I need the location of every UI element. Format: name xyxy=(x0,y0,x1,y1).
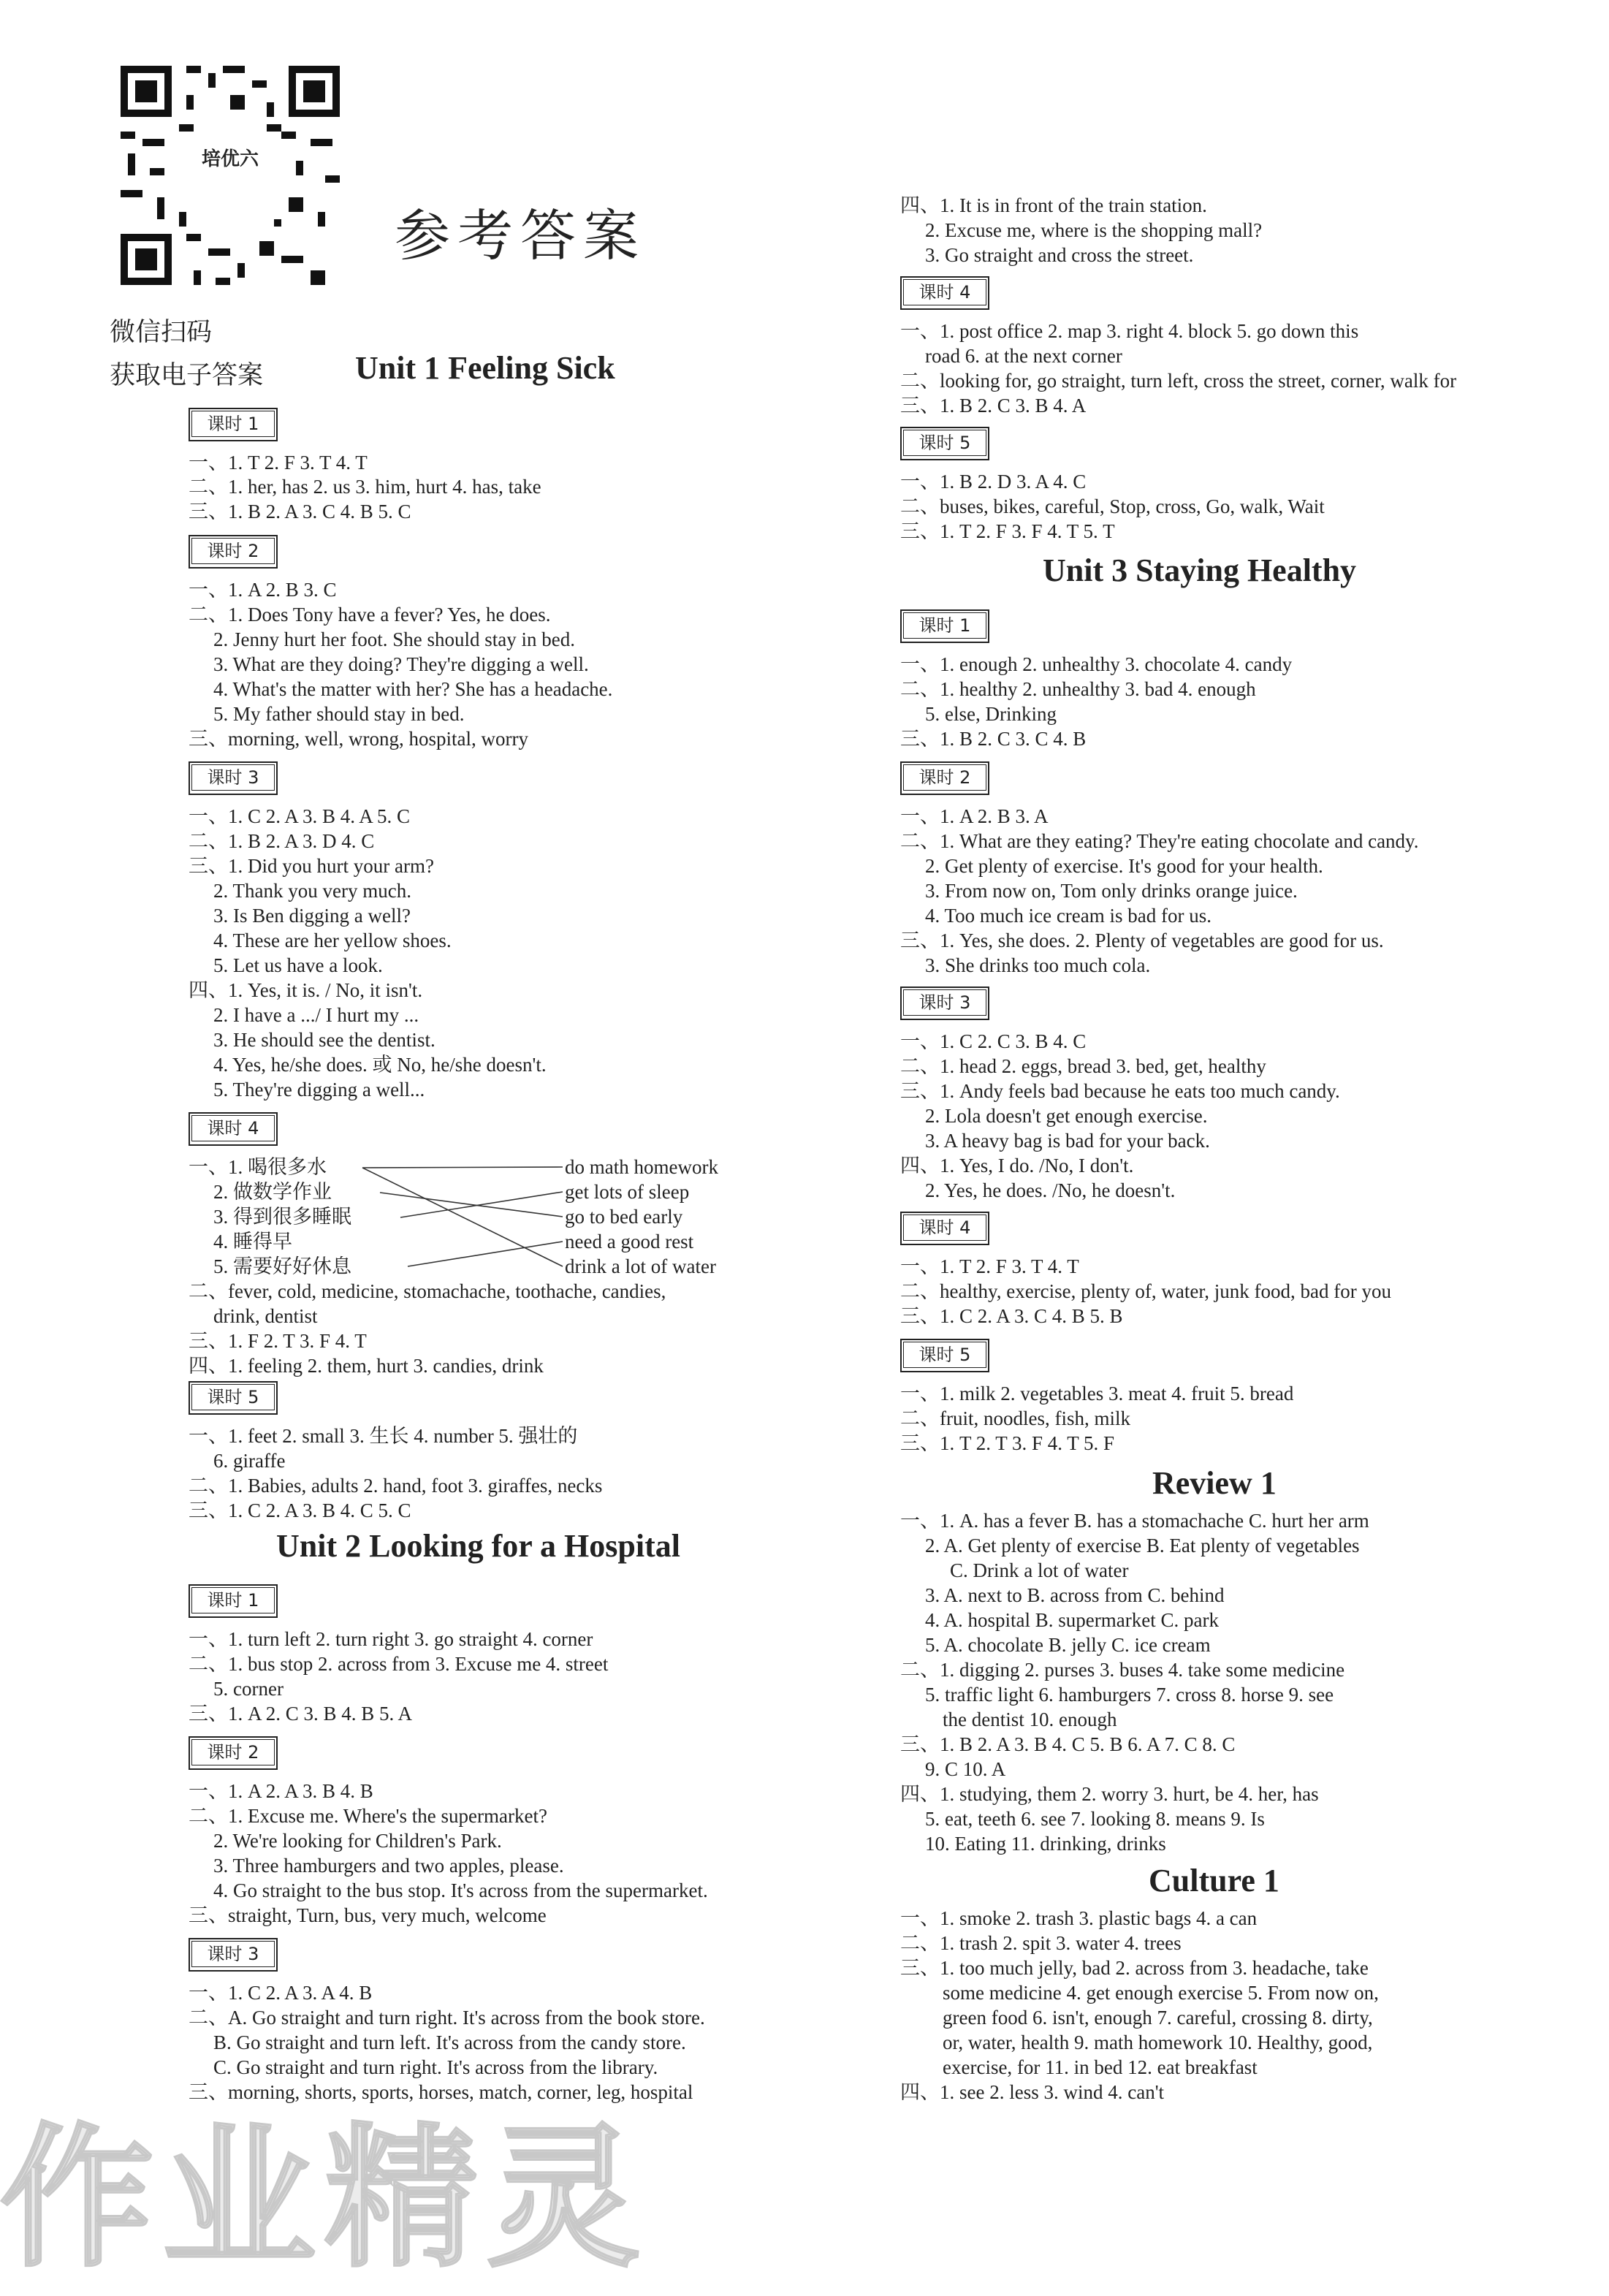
answer-line: 一、1. C 2. C 3. B 4. C xyxy=(900,1030,1087,1052)
answer-line: C. Go straight and turn right. It's across from the library. xyxy=(213,2056,658,2078)
lesson-tag: 课时 1 xyxy=(189,408,278,441)
answer-line: 二、1. head 2. eggs, bread 3. bed, get, healthy xyxy=(900,1055,1266,1077)
answer-line: 二、buses, bikes, careful, Stop, cross, Go, walk, Wait xyxy=(900,495,1325,517)
lesson-tag: 课时 5 xyxy=(900,427,989,460)
lesson-tag: 课时 3 xyxy=(189,761,278,795)
answer-line: 一、1. A 2. B 3. A xyxy=(900,805,1049,827)
answer-line: 一、1. milk 2. vegetables 3. meat 4. fruit 5. bread xyxy=(900,1383,1294,1404)
unit-3-heading: Unit 3 Staying Healthy xyxy=(1043,552,1357,588)
answer-line: 4. These are her yellow shoes. xyxy=(213,930,452,951)
answer-line: 二、1. trash 2. spit 3. water 4. trees xyxy=(900,1932,1182,1954)
answer-line: 三、1. T 2. T 3. F 4. T 5. F xyxy=(900,1432,1115,1454)
lesson-tag: 课时 3 xyxy=(189,1938,278,1972)
answer-line: 二、1. B 2. A 3. D 4. C xyxy=(189,830,375,852)
answer-line: 四、1. Yes, it is. / No, it isn't. xyxy=(189,979,423,1001)
answer-line: 二、1. Does Tony have a fever? Yes, he does. xyxy=(189,604,551,626)
match-left: 2. 做数学作业 xyxy=(213,1181,332,1203)
answer-line: the dentist 10. enough xyxy=(943,1708,1117,1730)
answer-line: 三、1. Andy feels bad because he eats too much candy. xyxy=(900,1080,1340,1102)
scan-caption-1: 微信扫码 xyxy=(110,318,213,347)
answer-line: 3. A heavy bag is bad for your back. xyxy=(925,1130,1210,1152)
answer-line: 三、1. B 2. A 3. C 4. B 5. C xyxy=(189,501,411,522)
answer-line: 一、1. T 2. F 3. T 4. T xyxy=(189,452,368,474)
answer-line: 5. Let us have a look. xyxy=(213,954,383,976)
answer-line: 三、1. B 2. C 3. B 4. A xyxy=(900,395,1087,417)
lesson-tag: 课时 5 xyxy=(189,1381,278,1415)
answer-line: 6. giraffe xyxy=(213,1450,286,1472)
answer-line: 二、1. bus stop 2. across from 3. Excuse me 4. street xyxy=(189,1653,609,1675)
answer-line: 三、morning, well, wrong, hospital, worry xyxy=(189,728,528,750)
answer-line: 一、1. enough 2. unhealthy 3. chocolate 4. candy xyxy=(900,653,1293,675)
answer-line: 一、1. smoke 2. trash 3. plastic bags 4. a can xyxy=(900,1907,1258,1929)
lesson-tag: 课时 2 xyxy=(189,1736,278,1770)
unit-1-heading: Unit 1 Feeling Sick xyxy=(355,350,615,386)
lesson-tag: 课时 3 xyxy=(900,987,989,1020)
answer-line: 2. Lola doesn't get enough exercise. xyxy=(925,1105,1208,1127)
answer-line: B. Go straight and turn left. It's across from the candy store. xyxy=(213,2031,686,2053)
lesson-tag: 课时 2 xyxy=(900,761,989,795)
answer-line: exercise, for 11. in bed 12. eat breakfast xyxy=(943,2056,1258,2078)
answer-line: 一、1. feet 2. small 3. 生长 4. number 5. 强壮的 xyxy=(189,1425,578,1447)
answer-line: 一、1. C 2. A 3. A 4. B xyxy=(189,1982,373,2004)
answer-line: 二、1. her, has 2. us 3. him, hurt 4. has, take xyxy=(189,476,541,498)
answer-line: 三、1. F 2. T 3. F 4. T xyxy=(189,1330,367,1352)
answer-line: 4. What's the matter with her? She has a headache. xyxy=(213,678,613,700)
answer-line: 一、1. turn left 2. turn right 3. go straight 4. corner xyxy=(189,1628,593,1650)
answer-line: 5. traffic light 6. hamburgers 7. cross 8. horse 9. see xyxy=(925,1684,1334,1706)
answer-line: 4. Go straight to the bus stop. It's across from the supermarket. xyxy=(213,1879,708,1901)
watermark: 作业精灵 xyxy=(0,2109,650,2288)
answer-line: 3. A. next to B. across from C. behind xyxy=(925,1584,1225,1606)
answer-line: 2. Get plenty of exercise. It's good for your health. xyxy=(925,855,1323,877)
lesson-tag: 课时 5 xyxy=(900,1339,989,1372)
answer-line: 二、looking for, go straight, turn left, cross the street, corner, walk for xyxy=(900,370,1457,392)
match-left: 4. 睡得早 xyxy=(213,1231,292,1252)
answer-line: 三、1. Did you hurt your arm? xyxy=(189,855,434,877)
answer-line: 二、A. Go straight and turn right. It's across from the book store. xyxy=(189,2007,705,2029)
answer-line: 3. Three hamburgers and two apples, please. xyxy=(213,1855,564,1877)
match-left: 5. 需要好好休息 xyxy=(213,1255,351,1277)
answer-line: 3. She drinks too much cola. xyxy=(925,954,1151,976)
answer-line: 一、1. C 2. A 3. B 4. A 5. C xyxy=(189,805,411,827)
match-right: get lots of sleep xyxy=(565,1181,690,1203)
answer-line: 4. A. hospital B. supermarket C. park xyxy=(925,1609,1219,1631)
answer-line: 3. Is Ben digging a well? xyxy=(213,905,411,927)
answer-line: 2. Excuse me, where is the shopping mall? xyxy=(925,219,1263,241)
answer-line: 3. From now on, Tom only drinks orange juice. xyxy=(925,880,1298,902)
answer-line: 二、1. What are they eating? They're eating chocolate and candy. xyxy=(900,830,1419,852)
answer-line: 3. He should see the dentist. xyxy=(213,1029,435,1051)
answer-line: green food 6. isn't, enough 7. careful, crossing 8. dirty, xyxy=(943,2007,1373,2029)
lesson-tag: 课时 1 xyxy=(900,609,989,643)
page-title: 参考答案 xyxy=(395,203,646,268)
answer-line: 2. We're looking for Children's Park. xyxy=(213,1830,502,1852)
qr-center-label: 培优六 xyxy=(199,145,261,206)
answer-line: 三、morning, shorts, sports, horses, match, corner, leg, hospital xyxy=(189,2081,693,2103)
answer-line: 一、1. A. has a fever B. has a stomachache C. hurt her arm xyxy=(900,1510,1369,1532)
match-right: do math homework xyxy=(565,1156,718,1178)
answer-line: 一、1. A 2. A 3. B 4. B xyxy=(189,1780,373,1802)
lesson-tag: 课时 1 xyxy=(189,1584,278,1618)
answer-line: 5. A. chocolate B. jelly C. ice cream xyxy=(925,1634,1211,1656)
match-right: need a good rest xyxy=(565,1231,694,1252)
lesson-tag: 课时 2 xyxy=(189,535,278,569)
answer-line: drink, dentist xyxy=(213,1305,318,1327)
answer-line: 5. They're digging a well... xyxy=(213,1079,425,1101)
answer-line: 2. I have a .../ I hurt my ... xyxy=(213,1004,419,1026)
answer-line: 二、1. Excuse me. Where's the supermarket? xyxy=(189,1805,547,1827)
answer-line: 3. What are they doing? They're digging a well. xyxy=(213,653,589,675)
answer-line: 2. A. Get plenty of exercise B. Eat plenty of vegetables xyxy=(925,1535,1360,1556)
answer-line: 二、healthy, exercise, plenty of, water, junk food, bad for you xyxy=(900,1280,1391,1302)
answer-line: 四、1. feeling 2. them, hurt 3. candies, drink xyxy=(189,1355,544,1377)
answer-line: 4. Too much ice cream is bad for us. xyxy=(925,905,1212,927)
answer-line: 三、1. Yes, she does. 2. Plenty of vegetables are good for us. xyxy=(900,930,1384,951)
answer-line: 5. My father should stay in bed. xyxy=(213,703,465,725)
answer-line: some medicine 4. get enough exercise 5. From now on, xyxy=(943,1982,1379,2004)
answer-line: 三、1. C 2. A 3. B 4. C 5. C xyxy=(189,1499,411,1521)
answer-line: 四、1. see 2. less 3. wind 4. can't xyxy=(900,2081,1165,2103)
answer-line: 三、1. A 2. C 3. B 4. B 5. A xyxy=(189,1703,413,1725)
answer-line: 2. Yes, he does. /No, he doesn't. xyxy=(925,1179,1176,1201)
answer-line: 二、fever, cold, medicine, stomachache, toothache, candies, xyxy=(189,1280,666,1302)
answer-line: 5. eat, teeth 6. see 7. looking 8. means 9. Is xyxy=(925,1808,1265,1830)
answer-line: 三、1. B 2. C 3. C 4. B xyxy=(900,728,1087,750)
answer-line: 4. Yes, he/she does. 或 No, he/she doesn't. xyxy=(213,1054,547,1076)
answer-line: 2. Jenny hurt her foot. She should stay in bed. xyxy=(213,628,575,650)
answer-line: 四、1. Yes, I do. /No, I don't. xyxy=(900,1155,1134,1176)
qr-code[interactable] xyxy=(113,58,347,292)
culture-1-heading: Culture 1 xyxy=(1149,1863,1279,1898)
lesson-tag: 课时 4 xyxy=(900,1212,989,1245)
answer-line: 5. else, Drinking xyxy=(925,703,1057,725)
answer-line: 一、1. T 2. F 3. T 4. T xyxy=(900,1255,1079,1277)
answer-line: 一、1. post office 2. map 3. right 4. block 5. go down this xyxy=(900,320,1359,342)
answer-line: 四、1. studying, them 2. worry 3. hurt, be 4. her, has xyxy=(900,1783,1319,1805)
answer-line: 2. Thank you very much. xyxy=(213,880,411,902)
scan-caption-2: 获取电子答案 xyxy=(110,361,264,390)
answer-line: 三、straight, Turn, bus, very much, welcome xyxy=(189,1904,547,1926)
answer-line: 三、1. too much jelly, bad 2. across from 3. headache, take xyxy=(900,1957,1369,1979)
answer-line: 9. C 10. A xyxy=(925,1758,1006,1780)
match-left: 3. 得到很多睡眠 xyxy=(213,1206,351,1228)
answer-line: 三、1. T 2. F 3. F 4. T 5. T xyxy=(900,520,1115,542)
answer-line: road 6. at the next corner xyxy=(925,345,1122,367)
answer-line: 3. Go straight and cross the street. xyxy=(925,244,1194,266)
answer-line: 四、1. It is in front of the train station. xyxy=(900,194,1207,216)
answer-line: 二、1. healthy 2. unhealthy 3. bad 4. enough xyxy=(900,678,1256,700)
answer-line: 5. corner xyxy=(213,1678,284,1700)
answer-line: 三、1. C 2. A 3. C 4. B 5. B xyxy=(900,1305,1123,1327)
answer-line: 一、1. B 2. D 3. A 4. C xyxy=(900,471,1087,493)
unit-2-heading: Unit 2 Looking for a Hospital xyxy=(276,1528,680,1564)
match-right: drink a lot of water xyxy=(565,1255,716,1277)
answer-line: 一、1. A 2. B 3. C xyxy=(189,579,337,601)
lesson-tag: 课时 4 xyxy=(900,276,989,310)
lesson-tag: 课时 4 xyxy=(189,1112,278,1146)
match-right: go to bed early xyxy=(565,1206,683,1228)
answer-line: C. Drink a lot of water xyxy=(950,1559,1129,1581)
answer-line: or, water, health 9. math homework 10. Healthy, good, xyxy=(943,2031,1373,2053)
answer-line: 二、1. Babies, adults 2. hand, foot 3. giraffes, necks xyxy=(189,1475,603,1497)
review-1-heading: Review 1 xyxy=(1152,1465,1277,1501)
answer-line: 10. Eating 11. drinking, drinks xyxy=(925,1833,1166,1855)
match-left: 一、1. 喝很多水 xyxy=(189,1156,327,1178)
answer-line: 三、1. B 2. A 3. B 4. C 5. B 6. A 7. C 8. C xyxy=(900,1733,1236,1755)
answer-line: 二、fruit, noodles, fish, milk xyxy=(900,1407,1130,1429)
answer-line: 二、1. digging 2. purses 3. buses 4. take some medicine xyxy=(900,1659,1345,1681)
